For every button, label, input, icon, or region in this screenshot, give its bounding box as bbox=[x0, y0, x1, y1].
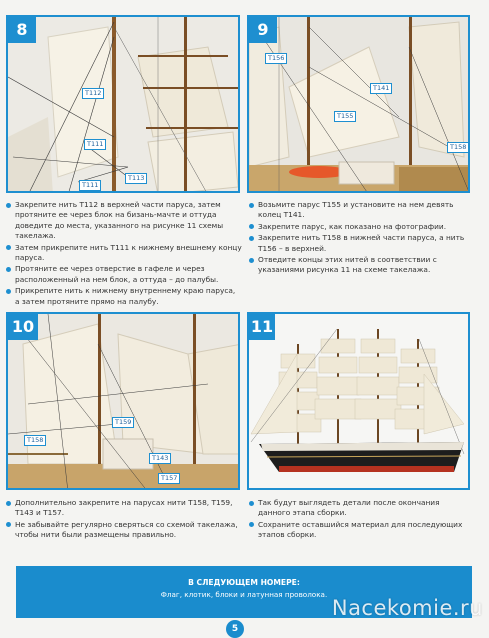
step-9-label-t158: T158 bbox=[447, 142, 469, 153]
step-11-illustration bbox=[249, 314, 470, 490]
step-9-photo bbox=[247, 15, 470, 193]
step-11-photo bbox=[247, 312, 470, 490]
step-11-bullet-2: Сохраните оставшийся материал для последующих этапов сборки. bbox=[249, 520, 473, 541]
step-9-bullet-4: Отведите концы этих нитей в соответствии с указаниями рисунка 11 на схеме такелажа. bbox=[249, 255, 473, 276]
step-11-bullet-1: Так будут выглядеть детали после окончания данного этапа сборки. bbox=[249, 498, 473, 519]
next-issue-title: В СЛЕДУЮЩЕМ НОМЕРЕ: bbox=[188, 578, 300, 587]
step-10-label-t159: T159 bbox=[112, 417, 134, 428]
step-9-bullet-3: Закрепите нить T158 в нижней части паруса, а нить T156 – в верхней. bbox=[249, 233, 473, 254]
step-9-bullet-1: Возьмите парус T155 и установите на нем девять колец T141. bbox=[249, 200, 473, 221]
step-8-bullet-1: Закрепите нить T112 в верхней части паруса, затем протяните ее через блок на бизань-мачте и оттуда доведите до места, указанного на рисунке 11 схемы такелажа. bbox=[6, 200, 242, 242]
step-9-label-t156: T156 bbox=[265, 53, 287, 64]
step-8-instructions bbox=[6, 200, 242, 308]
step-8-bullet-4: Прикрепите нить к нижнему внутреннему краю паруса, а затем протяните прямо на палубу. bbox=[6, 286, 242, 307]
step-9-instructions bbox=[249, 200, 473, 277]
step-10-bullet-1: Дополнительно закрепите на парусах нити T158, T159, T143 и T157. bbox=[6, 498, 242, 519]
step-10-instructions bbox=[6, 498, 242, 542]
step-10-label-t157: T157 bbox=[158, 473, 180, 484]
page-number: 5 bbox=[226, 620, 244, 638]
step-10-illustration bbox=[8, 314, 240, 490]
step-8-bullet-2: Затем прикрепите нить T111 к нижнему внешнему концу паруса. bbox=[6, 243, 242, 264]
step-8-number: 8 bbox=[8, 17, 36, 43]
step-8-label-t112: T112 bbox=[82, 88, 104, 99]
step-8-photo bbox=[6, 15, 240, 193]
step-8-illustration bbox=[8, 17, 240, 193]
step-11-number: 11 bbox=[249, 314, 275, 340]
step-9-bullet-2: Закрепите парус, как показано на фотографии. bbox=[249, 222, 473, 232]
step-10-photo bbox=[6, 312, 240, 490]
step-9-label-t141: T141 bbox=[370, 83, 392, 94]
next-issue-text: Флаг, клотик, блоки и латунная проволока. bbox=[160, 590, 328, 599]
step-9-label-t155: T155 bbox=[334, 111, 356, 122]
step-11-instructions bbox=[249, 498, 473, 542]
step-9-number: 9 bbox=[249, 17, 277, 43]
step-8-label-t113: T113 bbox=[125, 173, 147, 184]
watermark: Nacekomie.ru bbox=[331, 596, 483, 620]
step-10-label-t158: T158 bbox=[24, 435, 46, 446]
step-9-illustration bbox=[249, 17, 470, 193]
step-8-label-t111-upper: T111 bbox=[84, 139, 106, 150]
step-8-label-t111-lower: T111 bbox=[79, 180, 101, 191]
step-10-bullet-2: Не забывайте регулярно сверяться со схемой такелажа, чтобы нити были размещены правильно. bbox=[6, 520, 242, 541]
step-10-number: 10 bbox=[8, 314, 38, 340]
step-10-label-t143: T143 bbox=[149, 453, 171, 464]
step-8-bullet-3: Протяните ее через отверстие в гафеле и через расположенный на нем блок, а оттуда – до палубы. bbox=[6, 264, 242, 285]
